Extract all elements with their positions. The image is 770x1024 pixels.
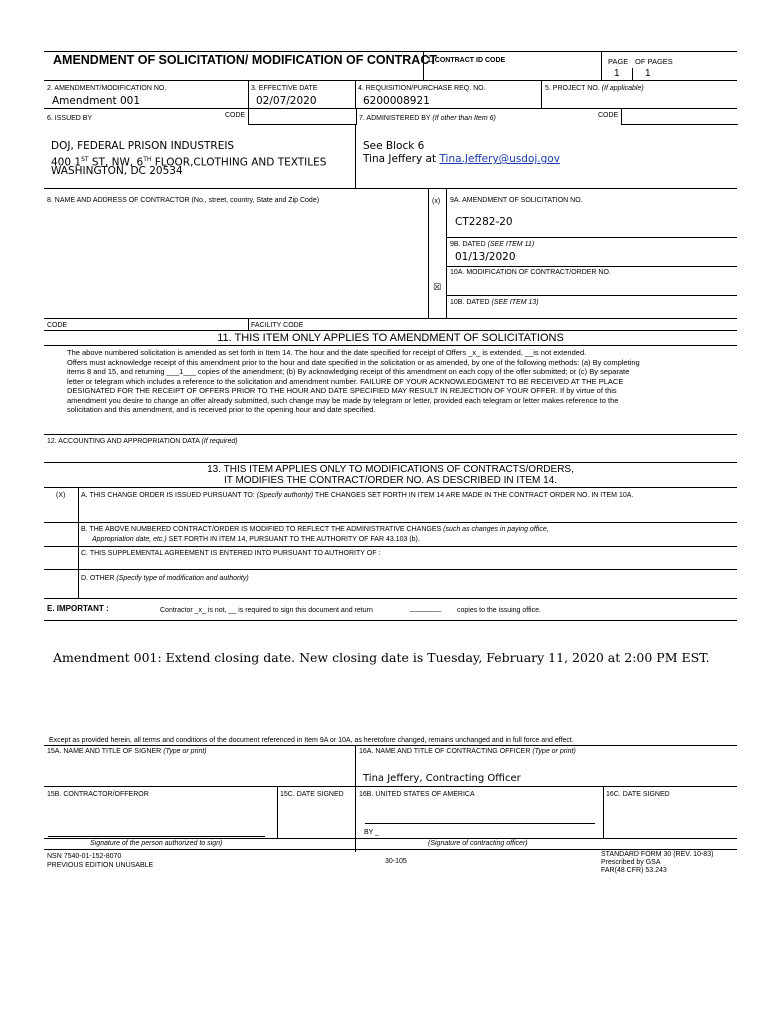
dated-10b-label — [450, 298, 539, 307]
usa-label: 16B. UNITED STATES OF AMERICA — [359, 791, 475, 798]
code2-label: CODE — [598, 112, 619, 119]
administered-by-line1: See Block 6 — [363, 140, 425, 152]
item-11-line: items 8 and 15, and returning ___1___ copies of the amendment; (b) By acknowledging receipt of this amendment on each copy of the offer submitted; or (c) By separate — [67, 367, 630, 376]
divider — [248, 318, 249, 330]
divider — [44, 80, 737, 81]
change-order-b-text: B. THE ABOVE NUMBERED CONTRACT/ORDER IS MODIFIED TO REFLECT THE ADMINISTRATIVE CHANGES — [81, 526, 444, 533]
administered-by-line2 — [363, 153, 560, 166]
officer-signature-line[interactable] — [365, 823, 595, 824]
change-order-b-note2: Appropriation date, etc.) — [92, 536, 167, 543]
divider — [446, 295, 737, 296]
x-column-label: (X) — [56, 492, 66, 499]
issued-by-code-box[interactable] — [248, 108, 357, 125]
officer-name-note: (Type or print) — [532, 748, 576, 755]
accounting-data-label — [47, 437, 238, 446]
amendment-no-value[interactable]: Amendment 001 — [52, 95, 141, 107]
accounting-data-note: (If required) — [201, 438, 238, 445]
prescribed-by: Prescribed by GSA — [601, 859, 661, 866]
amendment-solicitation-value[interactable]: CT2282-20 — [455, 216, 513, 228]
item-13-title-line1: 13. THIS ITEM APPLIES ONLY TO MODIFICATIONS OF CONTRACTS/ORDERS, — [207, 464, 574, 475]
officer-name-value[interactable]: Tina Jeffery, Contracting Officer — [363, 773, 521, 784]
issued-by-line3: WASHINGTON, DC 20534 — [51, 165, 183, 177]
page-number: 1 — [614, 68, 620, 79]
nsn-number: NSN 7540-01-152-8070 — [47, 853, 122, 860]
total-pages: 1 — [645, 68, 651, 79]
effective-date-value[interactable]: 02/07/2020 — [256, 95, 317, 107]
contractor-date-label: 15C. DATE SIGNED — [280, 791, 344, 798]
divider — [44, 598, 737, 599]
divider — [44, 51, 737, 52]
contractor-signature-line[interactable] — [48, 836, 265, 837]
officer-name-label — [359, 747, 576, 756]
issued-by-line2: 400 1ST ST, NW, 6TH FLOOR,CLOTHING AND TEXTILES — [51, 156, 327, 169]
change-order-d-note: (Specify type of modification and authority) — [116, 575, 249, 582]
dated-10b-note: (SEE ITEM 13) — [491, 299, 539, 306]
item-11-line: letter or telegram which includes a reference to the solicitation and amendment number. FAILURE OF YOUR ACKNOWLEDGMENT TO BE RECEIVED AT THE PLACE — [67, 377, 624, 386]
contractor-signature-caption: Signature of the person authorized to sign) — [90, 840, 223, 847]
requisition-value[interactable]: 6200008921 — [363, 95, 430, 107]
change-order-a-note: (Specify authority) — [256, 492, 314, 499]
contractor-offeror-label: 15B. CONTRACTOR/OFFEROR — [47, 791, 149, 798]
far-reference: FAR(48 CFR) 53.243 — [601, 867, 667, 874]
divider — [44, 620, 737, 621]
important-copies-blank[interactable]: ________ — [410, 605, 442, 612]
contractor-code-label: CODE — [47, 322, 68, 329]
issued-by-line1: DOJ, FEDERAL PRISON INDUSTREIS — [51, 140, 235, 152]
divider — [44, 318, 737, 319]
amendment-solicitation-label: 9A. AMENDMENT OF SOLICITATION NO. — [450, 197, 583, 204]
divider — [355, 838, 737, 839]
divider — [44, 745, 737, 746]
divider — [44, 487, 737, 488]
change-order-a-text: A. THIS CHANGE ORDER IS ISSUED PURSUANT TO: — [81, 492, 257, 499]
facility-code-label: FACILITY CODE — [251, 322, 304, 329]
administered-by-text: 7. ADMINISTERED BY — [359, 115, 431, 122]
item-11-line: solicitation and this amendment, and is received prior to the opening hour and date specified. — [67, 405, 376, 414]
change-order-a-suffix: THE CHANGES SET FORTH IN ITEM 14 ARE MADE IN THE CONTRACT ORDER NO. IN ITEM 10A. — [313, 492, 634, 499]
divider — [603, 786, 604, 838]
requisition-label: 4. REQUISITION/PURCHASE REQ. NO. — [358, 85, 486, 92]
divider — [44, 188, 737, 189]
item-13-title — [44, 464, 737, 486]
divider — [44, 462, 737, 463]
dated-9b-text: 9B. DATED — [450, 241, 486, 248]
amendment-description: Amendment 001: Extend closing date. New closing date is Tuesday, February 11, 2020 at 2:00 PM EST. — [53, 650, 710, 665]
change-order-b-line2 — [92, 535, 420, 544]
item-11-title: 11. THIS ITEM ONLY APPLIES TO AMENDMENT OF SOLICITATIONS — [217, 332, 564, 344]
dated-9b-label — [450, 240, 534, 249]
of-pages-label: OF PAGES — [635, 57, 673, 66]
divider — [44, 786, 737, 787]
officer-signature-caption: (Signature of contracting officer) — [428, 840, 528, 847]
item-11-line: The above numbered solicitation is amended as set forth in Item 14. The hour and the date specified for receipt of Offers _x_ is extended, __is not extended. — [67, 348, 587, 357]
change-order-b-suffix: SET FORTH IN ITEM 14, PURSUANT TO THE AUTHORITY OF FAR 43.103 (b). — [166, 536, 420, 543]
important-suffix: copies to the issuing office. — [457, 607, 541, 614]
by-label: BY _ — [364, 829, 380, 836]
dated-9b-value[interactable]: 01/13/2020 — [455, 251, 516, 263]
divider — [44, 546, 737, 547]
item-11-line: DESIGNATED FOR THE RECEIPT OF OFFERS PRIOR TO THE HOUR AND DATE SPECIFIED MAY RESULT IN REJECTION OF YOUR OFFER. If by virtue of this — [67, 386, 617, 395]
divider — [423, 51, 424, 80]
contract-id-label: 1. CONTRACT ID CODE — [427, 57, 506, 64]
divider — [601, 51, 602, 80]
divider — [277, 786, 278, 838]
form-title: AMENDMENT OF SOLICITATION/ MODIFICATION OF CONTRACT — [53, 53, 437, 67]
important-label: E. IMPORTANT : — [47, 604, 109, 613]
divider — [44, 569, 737, 570]
change-order-d-text: D. OTHER — [81, 575, 117, 582]
dated-10b-text: 10B. DATED — [450, 299, 490, 306]
amendment-no-label: 2. AMENDMENT/MODIFICATION NO. — [47, 85, 167, 92]
x-column-label: (x) — [432, 198, 441, 205]
effective-date-label: 3. EFFECTIVE DATE — [251, 85, 318, 92]
important-text: Contractor _x_ is not, __ is required to sign this document and return — [160, 607, 373, 614]
divider — [44, 345, 737, 346]
divider — [248, 80, 249, 108]
email-link[interactable]: Tina.Jeffery@usdoj.gov — [439, 153, 560, 165]
code-label: CODE — [225, 112, 246, 119]
change-order-a — [81, 491, 633, 500]
officer-date-label: 16C. DATE SIGNED — [606, 791, 670, 798]
issued-by-label: 6. ISSUED BY — [47, 115, 93, 122]
contractor-label: 8. NAME AND ADDRESS OF CONTRACTOR (No., street, country, State and Zip Code) — [47, 197, 320, 204]
administered-by-note: (If other than Item 6) — [432, 115, 496, 122]
signer-name-text: 15A. NAME AND TITLE OF SIGNER — [47, 748, 162, 755]
project-no-note: (If applicable) — [601, 85, 644, 92]
form-number: 30-105 — [385, 858, 407, 865]
previous-edition-note: PREVIOUS EDITION UNUSABLE — [47, 862, 154, 869]
modification-checkbox[interactable]: ☒ — [433, 283, 442, 293]
accounting-data-text: 12. ACCOUNTING AND APPROPRIATION DATA — [47, 438, 200, 445]
administered-by-label — [359, 114, 496, 123]
signer-name-label — [47, 747, 207, 756]
dated-9b-note: (SEE ITEM 11) — [487, 241, 535, 248]
divider — [446, 237, 737, 238]
project-no-text: 5. PROJECT NO. — [545, 85, 600, 92]
divider — [355, 80, 356, 108]
change-order-c: C. THIS SUPPLEMENTAL AGREEMENT IS ENTERED INTO PURSUANT TO AUTHORITY OF : — [81, 550, 381, 557]
item-11-line: amendment you desire to change an offer already submitted, such change may be made by telegram or letter, provided each telegram or letter makes reference to the — [67, 396, 619, 405]
standard-form-label: STANDARD FORM 30 (REV. 10-83) — [601, 851, 714, 858]
divider — [355, 745, 356, 852]
item-13-title-line2: IT MODIFIES THE CONTRACT/ORDER NO. AS DESCRIBED IN ITEM 14. — [223, 475, 557, 486]
divider — [428, 188, 429, 318]
page-label: PAGE — [608, 57, 629, 66]
divider — [446, 188, 447, 318]
change-order-b-line1 — [81, 525, 549, 534]
officer-name-text: 16A. NAME AND TITLE OF CONTRACTING OFFICER — [359, 748, 531, 755]
signer-name-note: (Type or print) — [163, 748, 207, 755]
project-no-label — [545, 84, 644, 93]
divider — [632, 68, 633, 80]
divider — [355, 124, 356, 188]
divider — [44, 434, 737, 435]
change-order-b-note: (such as changes in paying office, — [443, 526, 549, 533]
divider — [78, 487, 79, 598]
divider — [44, 522, 737, 523]
except-text: Except as provided herein, all terms and conditions of the document referenced in Item 9A or 10A, as heretofore changed, remains unchanged and in full force and effect. — [49, 737, 574, 744]
administered-by-code-box[interactable] — [621, 108, 738, 125]
divider — [541, 80, 542, 108]
modification-contract-label: 10A. MODIFICATION OF CONTRACT/ORDER NO. — [450, 269, 611, 276]
change-order-d — [81, 574, 249, 583]
divider — [44, 330, 737, 331]
item-11-line: Offers must acknowledge receipt of this amendment prior to the hour and date specified in the solicitation or as amended, by one of the following methods: (a) By completing — [67, 358, 640, 367]
administered-by-contact: Tina Jeffery at — [363, 153, 440, 165]
divider — [446, 266, 737, 267]
